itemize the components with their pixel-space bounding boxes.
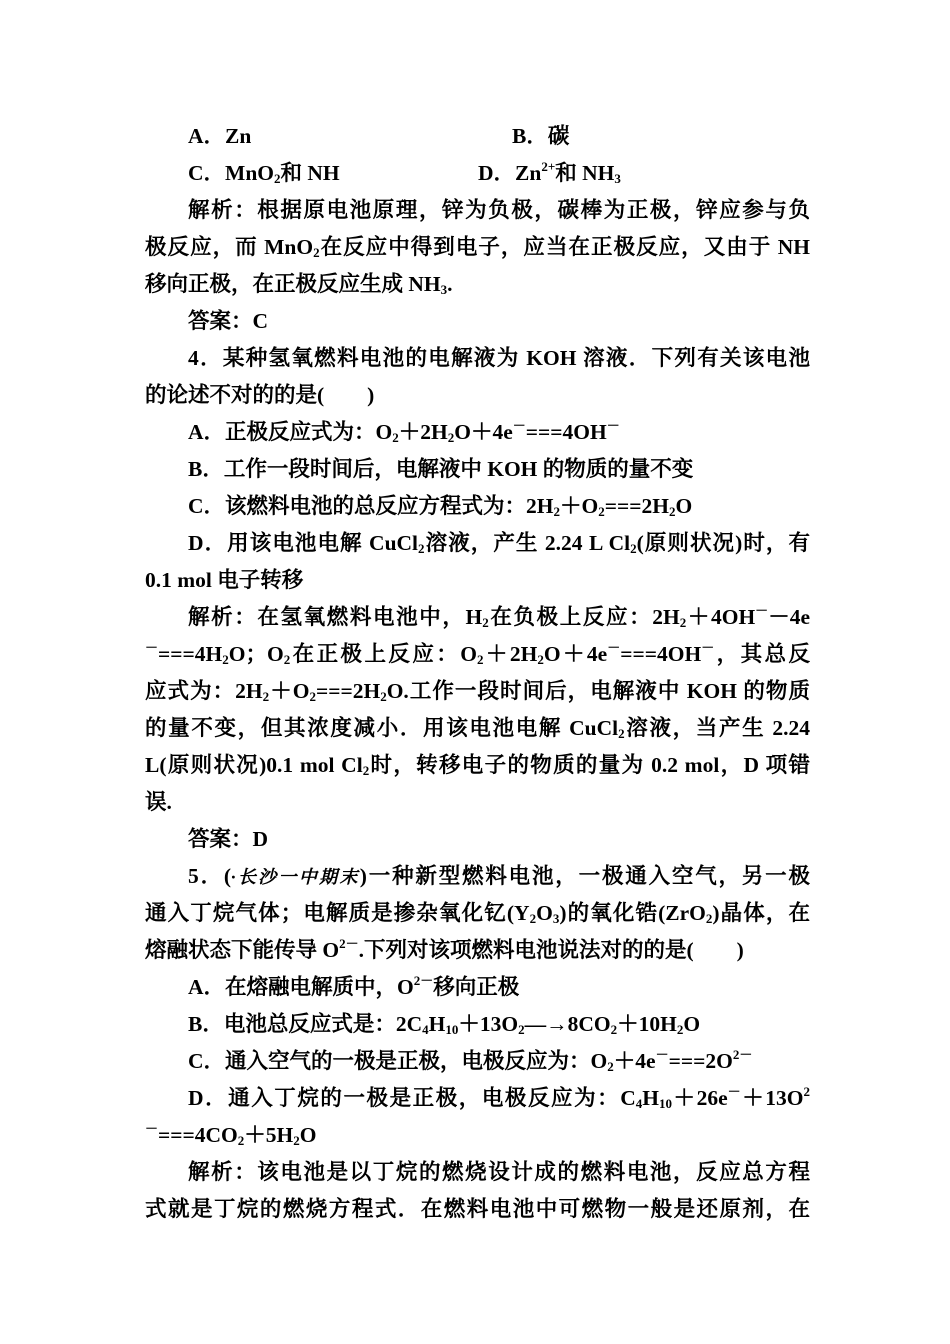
q5-option-c: C．通入空气的一极是正极，电极反应为：$O_2+4e^-===2O^{2-}$ — [188, 1047, 753, 1074]
q4-analysis-line-6: 误. — [145, 790, 172, 814]
q4-option-b: B．工作一段时间后，电解液中 KOH 的物质的量不变 — [188, 457, 694, 481]
q4-option-d-line-2: 0.1 mol 电子转移 — [145, 568, 304, 592]
q4-analysis-line-4: 的量不变，但其浓度减小．用该电池电解 CuCl$_2$溶液，当产生 2.24 — [145, 716, 810, 741]
q4-analysis-line-3: 应式为：$2H_2+O_2===2H_2O$.工作一段时间后，电解液中 KOH 的物质 — [145, 679, 810, 704]
q4-stem-line-2: 的论述不对的的是( ) — [145, 383, 375, 407]
q3-option-d: D．$Zn^{2+}$和 $NH_3$ — [478, 159, 621, 186]
q3-options-row-2 — [188, 155, 810, 192]
q5-option-d-line-2: $^-===4CO_2+5H_2O$ — [145, 1121, 317, 1148]
q3-option-a: A．Zn — [188, 124, 252, 148]
q4-option-a: A．正极反应式为：$O_2+2H_2O+4e^-===4OH^-$ — [188, 418, 620, 445]
q4-analysis-line-1: 解析：在氢氧燃料电池中，$H_2$在负极上反应：$2H_2+4OH^--4e$ — [188, 603, 810, 630]
q4-option-d-line-1: D．用该电池电解 CuCl$_2$溶液，产生 2.24 L $Cl_2$(原则状况)时，有 — [188, 531, 811, 556]
q5-source-tag: ·长沙一中期末 — [231, 867, 360, 887]
q3-analysis-line-1: 解析：根据原电池原理，锌为负极，碳棒为正极，锌应参与负 — [188, 198, 810, 222]
q5-option-d-line-1: D．通入丁烷的一极是正极，电极反应为：$C_4H_{10}+26e^-+13O^2$ — [188, 1084, 810, 1111]
q5-option-b: B．电池总反应式是：$2C_4H_{10}+13O_2―\to 8CO_2+10H_2O$ — [188, 1012, 701, 1037]
q5-stem-line-2: 通入丁烷气体；电解质是掺杂氧化钇$(Y_2O_3)$的氧化锆(ZrO$_2$)晶体，在 — [145, 901, 810, 926]
q5-analysis-line-2: 式就是丁烷的燃烧方程式．在燃料电池中可燃物一般是还原剂，在 — [145, 1197, 810, 1221]
q3-answer: 答案：C — [188, 309, 269, 333]
q3-options-row-1 — [188, 118, 810, 155]
q3-analysis-line-3: 移向正极，在正极反应生成 $NH_3$. — [145, 272, 453, 297]
q5-option-a: A．在熔融电解质中，$O^{2-}$移向正极 — [188, 973, 520, 999]
q4-analysis-line-2: $^-===4H_2O$；$O_2$在正极上反应：$O_2+2H_2O+4e^-===4OH^-$，其总反 — [145, 640, 810, 667]
q4-answer: 答案：D — [188, 827, 269, 851]
q4-stem-line-1: 4．某种氢氧燃料电池的电解液为 KOH 溶液．下列有关该电池 — [188, 346, 810, 370]
q5-analysis-line-1: 解析：该电池是以丁烷的燃烧设计成的燃料电池，反应总方程 — [188, 1160, 810, 1184]
q3-option-b: B．碳 — [512, 124, 570, 148]
q4-analysis-line-5: L(原则状况)0.1 mol $Cl_2$时，转移电子的物质的量为 0.2 mol，D 项错 — [145, 753, 810, 778]
q5-stem-line-1: 5．(·长沙一中期末)一种新型燃料电池，一极通入空气，另一极 — [188, 864, 810, 888]
q3-option-c: C．MnO$_2$和 NH — [188, 161, 340, 186]
q4-option-c: C．该燃料电池的总反应方程式为：$2H_2+O_2===2H_2O$ — [188, 494, 693, 519]
q3-analysis-line-2: 极反应，而 MnO$_2$在反应中得到电子，应当在正极反应，又由于 NH — [145, 235, 810, 260]
q5-stem-line-3: 熔融状态下能传导 $O^{2-}$.下列对该项燃料电池说法对的的是( ) — [145, 936, 744, 962]
